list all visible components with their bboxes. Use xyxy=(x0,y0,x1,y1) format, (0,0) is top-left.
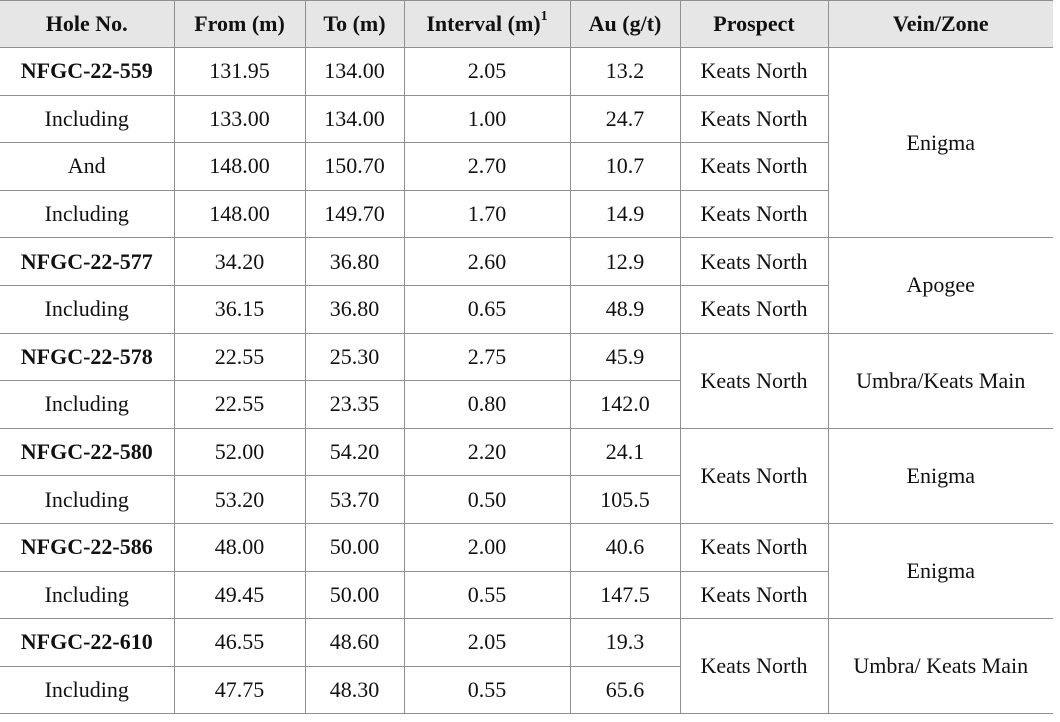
from-cell: 34.20 xyxy=(174,238,305,286)
from-cell: 22.55 xyxy=(174,333,305,381)
header-au: Au (g/t) xyxy=(570,1,680,48)
to-cell: 48.30 xyxy=(305,666,404,714)
prospect-cell: Keats North xyxy=(680,143,828,191)
hole-cell: Including xyxy=(0,285,174,333)
to-cell: 36.80 xyxy=(305,285,404,333)
vein-zone-cell: Enigma xyxy=(828,523,1053,618)
vein-zone-cell: Apogee xyxy=(828,238,1053,333)
from-cell: 36.15 xyxy=(174,285,305,333)
header-to: To (m) xyxy=(305,1,404,48)
header-prospect: Prospect xyxy=(680,1,828,48)
hole-cell: Including xyxy=(0,381,174,429)
header-interval xyxy=(404,1,570,48)
table-row xyxy=(0,48,1053,96)
from-cell: 49.45 xyxy=(174,571,305,619)
au-cell: 147.5 xyxy=(570,571,680,619)
hole-cell: Including xyxy=(0,666,174,714)
to-cell: 54.20 xyxy=(305,428,404,476)
au-cell: 24.1 xyxy=(570,428,680,476)
au-cell: 105.5 xyxy=(570,476,680,524)
hole-cell: Including xyxy=(0,476,174,524)
hole-cell: And xyxy=(0,143,174,191)
prospect-cell: Keats North xyxy=(680,238,828,286)
hole-cell: Including xyxy=(0,571,174,619)
hole-cell: NFGC-22-559 xyxy=(0,48,174,96)
header-vein-zone: Vein/Zone xyxy=(828,1,1053,48)
interval-cell: 0.50 xyxy=(404,476,570,524)
prospect-cell: Keats North xyxy=(680,523,828,571)
vein-zone-cell: Umbra/ Keats Main xyxy=(828,619,1053,714)
interval-cell: 2.20 xyxy=(404,428,570,476)
header-interval-label: Interval (m) xyxy=(426,11,541,36)
au-cell: 10.7 xyxy=(570,143,680,191)
interval-cell: 0.80 xyxy=(404,381,570,429)
from-cell: 53.20 xyxy=(174,476,305,524)
prospect-cell: Keats North xyxy=(680,95,828,143)
to-cell: 23.35 xyxy=(305,381,404,429)
interval-cell: 2.05 xyxy=(404,48,570,96)
interval-cell: 0.55 xyxy=(404,571,570,619)
au-cell: 45.9 xyxy=(570,333,680,381)
to-cell: 150.70 xyxy=(305,143,404,191)
hole-cell: NFGC-22-577 xyxy=(0,238,174,286)
prospect-cell: Keats North xyxy=(680,285,828,333)
header-from: From (m) xyxy=(174,1,305,48)
footnote-marker: 1 xyxy=(540,9,548,24)
prospect-cell: Keats North xyxy=(680,619,828,714)
prospect-cell: Keats North xyxy=(680,190,828,238)
from-cell: 52.00 xyxy=(174,428,305,476)
hole-cell: NFGC-22-580 xyxy=(0,428,174,476)
table-row xyxy=(0,619,1053,667)
interval-cell: 2.05 xyxy=(404,619,570,667)
au-cell: 142.0 xyxy=(570,381,680,429)
from-cell: 47.75 xyxy=(174,666,305,714)
to-cell: 134.00 xyxy=(305,95,404,143)
vein-zone-cell: Enigma xyxy=(828,48,1053,238)
hole-cell: Including xyxy=(0,190,174,238)
from-cell: 46.55 xyxy=(174,619,305,667)
hole-cell: Including xyxy=(0,95,174,143)
vein-zone-cell: Umbra/Keats Main xyxy=(828,333,1053,428)
au-cell: 13.2 xyxy=(570,48,680,96)
interval-cell: 2.00 xyxy=(404,523,570,571)
table-row xyxy=(0,333,1053,381)
au-cell: 65.6 xyxy=(570,666,680,714)
interval-cell: 2.60 xyxy=(404,238,570,286)
interval-cell: 1.00 xyxy=(404,95,570,143)
table-row xyxy=(0,523,1053,571)
prospect-cell: Keats North xyxy=(680,333,828,428)
prospect-cell: Keats North xyxy=(680,48,828,96)
from-cell: 148.00 xyxy=(174,190,305,238)
from-cell: 48.00 xyxy=(174,523,305,571)
header-row xyxy=(0,1,1053,48)
au-cell: 14.9 xyxy=(570,190,680,238)
header-hole-no: Hole No. xyxy=(0,1,174,48)
interval-cell: 1.70 xyxy=(404,190,570,238)
to-cell: 50.00 xyxy=(305,523,404,571)
from-cell: 133.00 xyxy=(174,95,305,143)
to-cell: 53.70 xyxy=(305,476,404,524)
au-cell: 24.7 xyxy=(570,95,680,143)
hole-cell: NFGC-22-586 xyxy=(0,523,174,571)
au-cell: 48.9 xyxy=(570,285,680,333)
interval-cell: 0.65 xyxy=(404,285,570,333)
interval-cell: 2.75 xyxy=(404,333,570,381)
au-cell: 19.3 xyxy=(570,619,680,667)
to-cell: 149.70 xyxy=(305,190,404,238)
from-cell: 22.55 xyxy=(174,381,305,429)
prospect-cell: Keats North xyxy=(680,428,828,523)
to-cell: 50.00 xyxy=(305,571,404,619)
au-cell: 40.6 xyxy=(570,523,680,571)
interval-cell: 0.55 xyxy=(404,666,570,714)
hole-cell: NFGC-22-610 xyxy=(0,619,174,667)
au-cell: 12.9 xyxy=(570,238,680,286)
from-cell: 148.00 xyxy=(174,143,305,191)
vein-zone-cell: Enigma xyxy=(828,428,1053,523)
hole-cell: NFGC-22-578 xyxy=(0,333,174,381)
to-cell: 134.00 xyxy=(305,48,404,96)
to-cell: 36.80 xyxy=(305,238,404,286)
table-row xyxy=(0,238,1053,286)
to-cell: 48.60 xyxy=(305,619,404,667)
from-cell: 131.95 xyxy=(174,48,305,96)
interval-cell: 2.70 xyxy=(404,143,570,191)
to-cell: 25.30 xyxy=(305,333,404,381)
prospect-cell: Keats North xyxy=(680,571,828,619)
table-row xyxy=(0,428,1053,476)
